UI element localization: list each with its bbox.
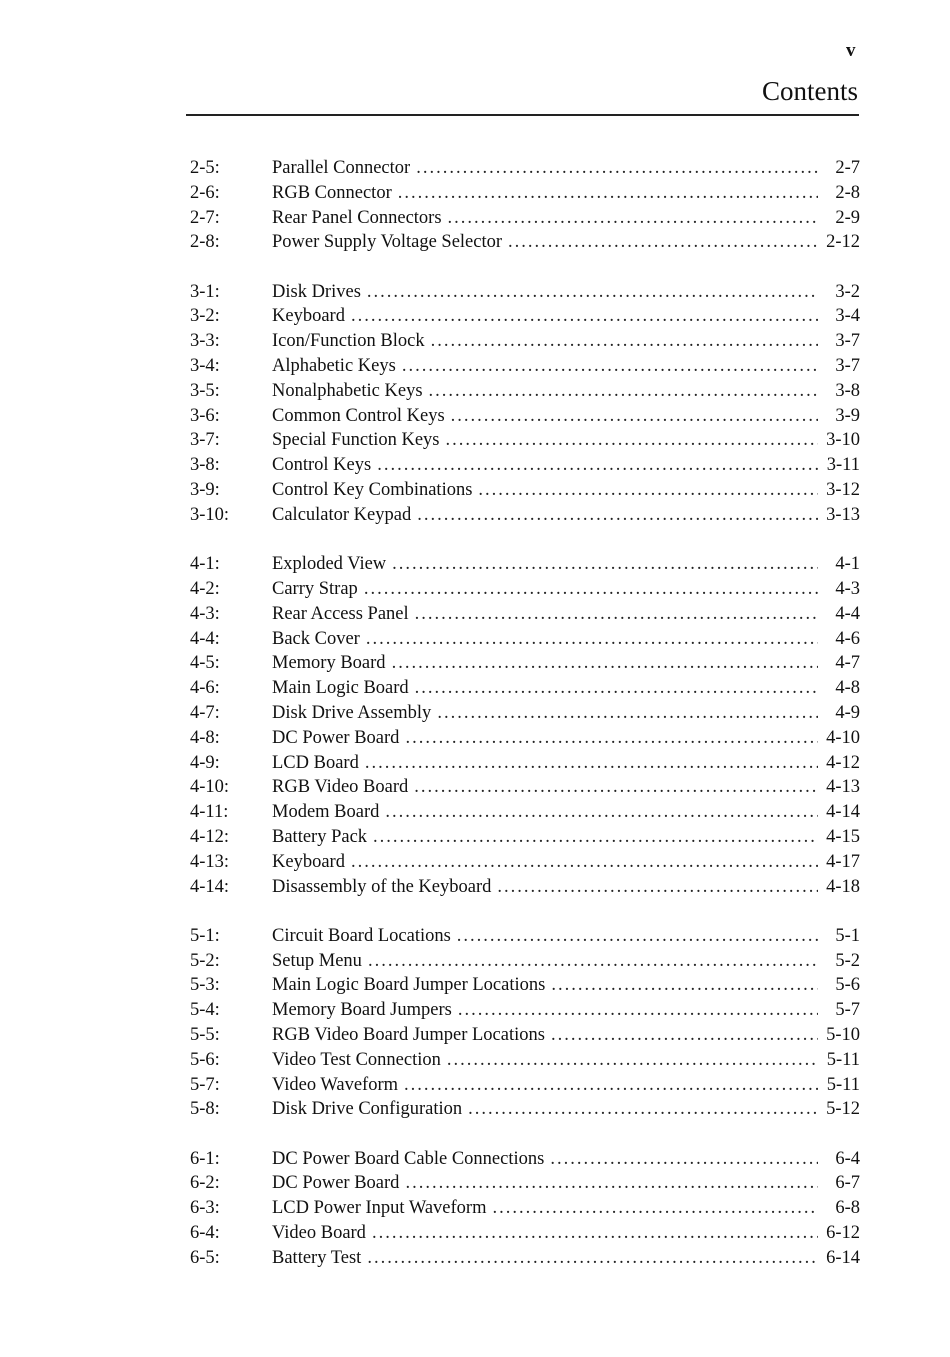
figure-title: Alphabetic Keys xyxy=(272,356,396,377)
dot-leader xyxy=(429,379,818,404)
toc-entry xyxy=(190,1023,860,1048)
figure-title: Battery Test xyxy=(272,1247,362,1268)
toc-entry xyxy=(190,875,860,900)
toc-entry xyxy=(190,1097,860,1122)
page-number: v xyxy=(846,40,856,61)
toc-entry xyxy=(190,230,860,255)
figure-title: LCD Board xyxy=(272,752,359,773)
figure-title: Calculator Keypad xyxy=(272,504,412,525)
title-rule xyxy=(186,114,859,116)
toc-group xyxy=(190,552,860,899)
dot-leader xyxy=(550,1147,818,1172)
dot-leader xyxy=(368,949,818,974)
figure-title: Circuit Board Locations xyxy=(272,925,451,946)
toc-entry xyxy=(190,602,860,627)
figure-title: Memory Board xyxy=(272,653,386,674)
figure-number: 4-10: xyxy=(190,777,230,798)
toc-entry xyxy=(190,1246,860,1271)
toc-entry xyxy=(190,1221,860,1246)
page-reference: 5-6 xyxy=(835,975,860,996)
figure-title: RGB Video Board xyxy=(272,777,409,798)
toc-entry xyxy=(190,280,860,305)
figure-title: Carry Strap xyxy=(272,578,358,599)
figure-title: Disk Drive Configuration xyxy=(272,1099,463,1120)
dot-leader xyxy=(457,924,818,949)
dot-leader xyxy=(551,973,818,998)
page-reference: 5-1 xyxy=(835,925,860,946)
figure-title: LCD Power Input Waveform xyxy=(272,1198,487,1219)
figure-title: RGB Connector xyxy=(272,182,392,203)
figure-number: 3-7: xyxy=(190,430,220,451)
dot-leader xyxy=(373,825,818,850)
figure-title: Disk Drives xyxy=(272,281,361,302)
figure-number: 4-1: xyxy=(190,554,220,575)
page-reference: 5-11 xyxy=(826,1049,860,1070)
toc-entry xyxy=(190,453,860,478)
toc-entry xyxy=(190,181,860,206)
figure-title: Battery Pack xyxy=(272,826,368,847)
figure-title: Disassembly of the Keyboard xyxy=(272,876,492,897)
toc-group xyxy=(190,1147,860,1271)
page-reference: 4-15 xyxy=(826,826,860,847)
dot-leader xyxy=(508,230,818,255)
page-reference: 3-9 xyxy=(835,405,860,426)
page-reference: 4-14 xyxy=(826,802,860,823)
toc-entry xyxy=(190,998,860,1023)
toc-entry xyxy=(190,973,860,998)
toc-entry xyxy=(190,304,860,329)
figure-number: 5-3: xyxy=(190,975,220,996)
figure-number: 5-1: xyxy=(190,925,220,946)
toc-entry xyxy=(190,924,860,949)
page-reference: 4-12 xyxy=(826,752,860,773)
dot-leader xyxy=(404,1073,818,1098)
figure-number: 5-5: xyxy=(190,1025,220,1045)
figure-title: RGB Video Board Jumper Locations xyxy=(272,1025,545,1045)
figure-number: 5-4: xyxy=(190,1000,220,1021)
figure-number: 6-5: xyxy=(190,1247,220,1268)
dot-leader xyxy=(366,627,818,652)
dot-leader xyxy=(458,998,818,1023)
figure-title: Rear Panel Connectors xyxy=(272,207,442,228)
toc-entry xyxy=(190,577,860,602)
figure-number: 3-10: xyxy=(190,504,230,525)
figure-number: 4-12: xyxy=(190,826,230,847)
toc-entry xyxy=(190,428,860,453)
dot-leader xyxy=(377,453,818,478)
page-reference: 4-13 xyxy=(826,777,860,798)
toc-entry xyxy=(190,206,860,231)
dot-leader xyxy=(392,552,818,577)
figure-number: 4-6: xyxy=(190,678,220,699)
toc-entry xyxy=(190,800,860,825)
toc-entry xyxy=(190,825,860,850)
figure-title: DC Power Board Cable Connections xyxy=(272,1148,545,1169)
figure-number: 2-5: xyxy=(190,158,220,178)
page-reference: 4-8 xyxy=(835,678,860,699)
page-reference: 4-1 xyxy=(835,554,860,575)
figure-number: 4-9: xyxy=(190,752,220,773)
figure-number: 3-5: xyxy=(190,380,220,401)
toc-entry xyxy=(190,726,860,751)
toc-entry xyxy=(190,627,860,652)
figure-number: 2-7: xyxy=(190,207,220,228)
dot-leader xyxy=(416,156,818,181)
figure-title: Special Function Keys xyxy=(272,430,440,451)
page-reference: 5-7 xyxy=(835,1000,860,1021)
figure-title: Video Test Connection xyxy=(272,1049,441,1070)
figure-title: Exploded View xyxy=(272,554,387,575)
figure-title: DC Power Board xyxy=(272,1173,400,1194)
toc-entry xyxy=(190,1073,860,1098)
figure-title: Nonalphabetic Keys xyxy=(272,380,423,401)
figure-title: Main Logic Board xyxy=(272,678,409,699)
page-reference: 4-9 xyxy=(835,702,860,723)
figure-title: Back Cover xyxy=(272,628,360,649)
figure-number: 4-3: xyxy=(190,603,220,624)
figure-number: 4-7: xyxy=(190,702,220,723)
page-reference: 4-3 xyxy=(835,578,860,599)
figure-number: 6-1: xyxy=(190,1148,220,1169)
dot-leader xyxy=(351,850,818,875)
dot-leader xyxy=(392,651,818,676)
figure-number: 4-11: xyxy=(190,802,229,823)
page-reference: 4-17 xyxy=(826,851,860,872)
toc-entry xyxy=(190,354,860,379)
toc-entry xyxy=(190,676,860,701)
dot-leader xyxy=(492,1196,818,1221)
dot-leader xyxy=(497,875,818,900)
page-reference: 3-7 xyxy=(835,356,860,377)
dot-leader xyxy=(468,1097,818,1122)
dot-leader xyxy=(398,181,818,206)
figure-number: 5-8: xyxy=(190,1099,220,1120)
page-reference: 4-4 xyxy=(835,603,860,624)
page-reference: 6-12 xyxy=(826,1223,860,1244)
page-reference: 3-4 xyxy=(835,306,860,327)
figure-number: 4-5: xyxy=(190,653,220,674)
figure-title: Common Control Keys xyxy=(272,405,445,426)
figure-title: Power Supply Voltage Selector xyxy=(272,232,503,253)
dot-leader xyxy=(365,751,818,776)
dot-leader xyxy=(372,1221,818,1246)
page-reference: 2-9 xyxy=(835,207,860,228)
toc-entry xyxy=(190,775,860,800)
dot-leader xyxy=(447,1048,818,1073)
figure-title: Main Logic Board Jumper Locations xyxy=(272,975,546,996)
page-reference: 5-10 xyxy=(826,1025,860,1045)
page-reference: 3-10 xyxy=(826,430,860,451)
figure-number: 6-3: xyxy=(190,1198,220,1219)
figure-title: Icon/Function Block xyxy=(272,331,425,352)
dot-leader xyxy=(364,577,818,602)
figure-title: Control Key Combinations xyxy=(272,480,473,501)
toc-entry xyxy=(190,404,860,429)
figure-title: Rear Access Panel xyxy=(272,603,409,624)
page-reference: 4-18 xyxy=(826,876,860,897)
figure-title: Keyboard xyxy=(272,306,345,327)
toc-entry xyxy=(190,1147,860,1172)
figure-number: 4-13: xyxy=(190,851,230,872)
dot-leader xyxy=(405,1171,818,1196)
figure-number: 5-7: xyxy=(190,1074,220,1095)
page-reference: 3-13 xyxy=(826,504,860,525)
toc-entry xyxy=(190,478,860,503)
figure-number: 3-2: xyxy=(190,306,220,327)
figure-title: Memory Board Jumpers xyxy=(272,1000,452,1021)
figure-title: Setup Menu xyxy=(272,950,362,971)
dot-leader xyxy=(551,1023,818,1048)
dot-leader xyxy=(448,206,818,231)
dot-leader xyxy=(414,775,818,800)
figure-title: Parallel Connector xyxy=(272,158,411,178)
toc-entry xyxy=(190,503,860,528)
page-reference: 3-2 xyxy=(835,281,860,302)
page-reference: 6-7 xyxy=(835,1173,860,1194)
toc-entry xyxy=(190,701,860,726)
page-reference: 3-11 xyxy=(826,455,860,476)
page-reference: 2-8 xyxy=(835,182,860,203)
figure-number: 4-14: xyxy=(190,876,230,897)
toc-entry xyxy=(190,552,860,577)
figure-number: 5-2: xyxy=(190,950,220,971)
page-reference: 5-2 xyxy=(835,950,860,971)
figure-title: DC Power Board xyxy=(272,727,400,748)
figure-number: 3-8: xyxy=(190,455,220,476)
page-reference: 3-12 xyxy=(826,480,860,501)
figure-number: 4-2: xyxy=(190,578,220,599)
dot-leader xyxy=(402,354,818,379)
figure-number: 3-4: xyxy=(190,356,220,377)
toc-entry xyxy=(190,1196,860,1221)
dot-leader xyxy=(367,1246,818,1271)
figure-number: 3-9: xyxy=(190,480,220,501)
dot-leader xyxy=(385,800,818,825)
page-reference: 2-7 xyxy=(835,158,860,178)
page-reference: 6-8 xyxy=(835,1198,860,1219)
dot-leader xyxy=(431,329,818,354)
toc-group xyxy=(190,924,860,1122)
figure-title: Keyboard xyxy=(272,851,345,872)
page-reference: 3-7 xyxy=(835,331,860,352)
page-reference: 5-11 xyxy=(826,1074,860,1095)
dot-leader xyxy=(415,676,818,701)
page-reference: 6-14 xyxy=(826,1247,860,1268)
toc-entry xyxy=(190,1048,860,1073)
figure-number: 3-3: xyxy=(190,331,220,352)
figure-number: 2-8: xyxy=(190,232,220,253)
dot-leader xyxy=(417,503,818,528)
dot-leader xyxy=(351,304,818,329)
toc-entry xyxy=(190,379,860,404)
dot-leader xyxy=(451,404,818,429)
toc-entry xyxy=(190,1171,860,1196)
figure-number: 3-6: xyxy=(190,405,220,426)
page-reference: 5-12 xyxy=(826,1099,860,1120)
toc-entry xyxy=(190,651,860,676)
table-of-contents xyxy=(190,156,860,1295)
figure-number: 4-4: xyxy=(190,628,220,649)
figure-title: Disk Drive Assembly xyxy=(272,702,432,723)
figure-number: 5-6: xyxy=(190,1049,220,1070)
figure-number: 3-1: xyxy=(190,281,220,302)
page-reference: 3-8 xyxy=(835,380,860,401)
dot-leader xyxy=(437,701,818,726)
figure-title: Video Board xyxy=(272,1223,366,1244)
page-reference: 4-7 xyxy=(835,653,860,674)
figure-title: Video Waveform xyxy=(272,1074,399,1095)
dot-leader xyxy=(478,478,818,503)
toc-entry xyxy=(190,156,860,181)
dot-leader xyxy=(405,726,818,751)
toc-group xyxy=(190,280,860,528)
figure-number: 6-4: xyxy=(190,1223,220,1244)
figure-title: Control Keys xyxy=(272,455,372,476)
toc-entry xyxy=(190,850,860,875)
figure-number: 6-2: xyxy=(190,1173,220,1194)
toc-group xyxy=(190,156,860,255)
dot-leader xyxy=(415,602,818,627)
toc-entry xyxy=(190,949,860,974)
page-reference: 4-10 xyxy=(826,727,860,748)
page-reference: 2-12 xyxy=(826,232,860,253)
page-reference: 6-4 xyxy=(835,1148,860,1169)
figure-number: 4-8: xyxy=(190,727,220,748)
dot-leader xyxy=(446,428,818,453)
toc-entry xyxy=(190,751,860,776)
page-title: Contents xyxy=(761,76,858,106)
figure-number: 2-6: xyxy=(190,182,220,203)
dot-leader xyxy=(367,280,818,305)
figure-title: Modem Board xyxy=(272,802,380,823)
page-reference: 4-6 xyxy=(835,628,860,649)
toc-entry xyxy=(190,329,860,354)
